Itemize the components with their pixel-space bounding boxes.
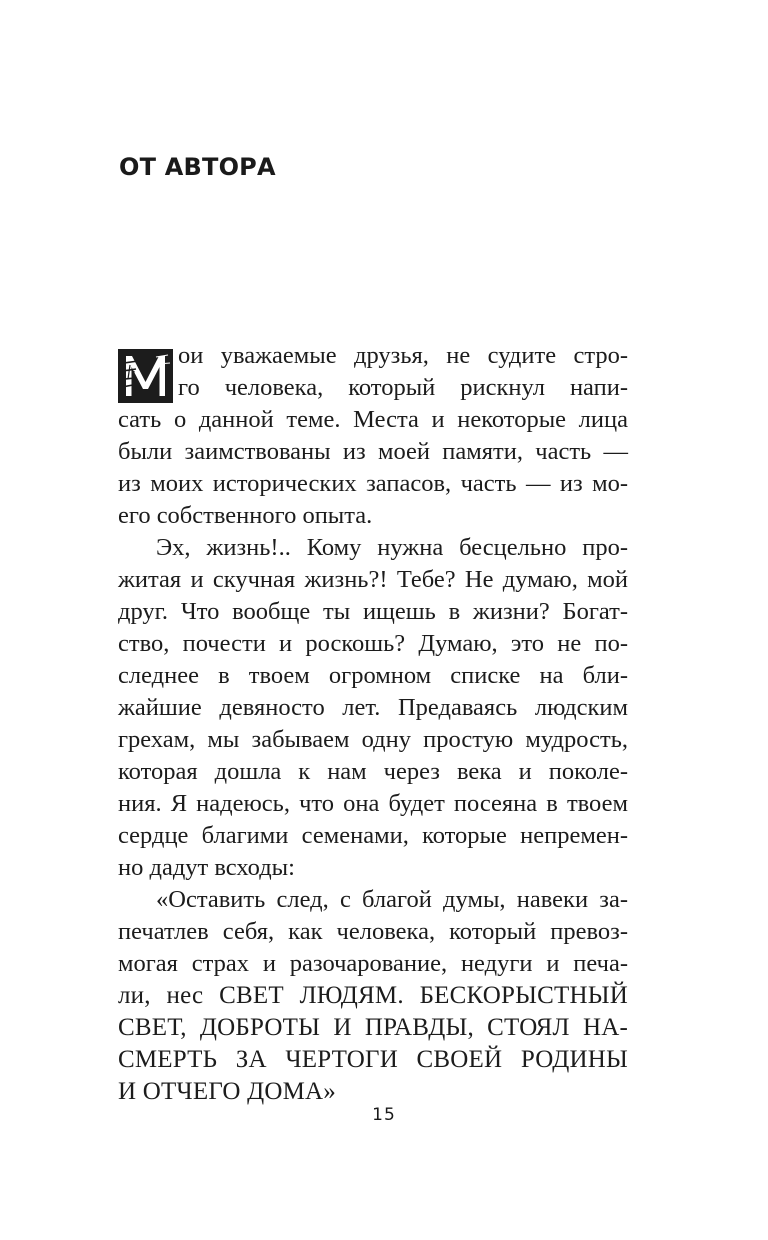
text-line: СМЕРТЬ ЗА ЧЕРТОГИ СВОЕЙ РОДИНЫ bbox=[118, 1046, 628, 1073]
text-line: сердце благими семенами, которые непремен- bbox=[118, 822, 628, 849]
text-line: следнее в твоем огромном списке на бли- bbox=[118, 662, 628, 689]
text-line: которая дошла к нам через века и поколе- bbox=[118, 758, 628, 785]
text-line: но дадут всходы: bbox=[118, 854, 295, 881]
text-line: Эх, жизнь!.. Кому нужна бесцельно про- bbox=[156, 534, 628, 561]
text-line: И ОТЧЕГО ДОМА» bbox=[118, 1078, 336, 1105]
text-line: из моих исторических запасов, часть — из мо- bbox=[118, 470, 628, 497]
text-line: ство, почести и роскошь? Думаю, это не по- bbox=[118, 630, 628, 657]
text-line: жайшие девяносто лет. Предаваясь людским bbox=[118, 694, 628, 721]
text-line: грехам, мы забываем одну простую мудрость, bbox=[118, 726, 628, 753]
text-line: ли, нес СВЕТ ЛЮДЯМ. БЕСКОРЫСТНЫЙ bbox=[118, 982, 628, 1009]
text-line: были заимствованы из моей памяти, часть — bbox=[118, 438, 628, 465]
chapter-title: ОТ АВТОРА bbox=[119, 153, 276, 181]
text-line: го человека, который рискнул напи- bbox=[178, 374, 628, 401]
text-line: житая и скучная жизнь?! Тебе? Не думаю, мой bbox=[118, 566, 628, 593]
text-line: СВЕТ, ДОБРОТЫ И ПРАВДЫ, СТОЯЛ НА- bbox=[118, 1014, 628, 1041]
page-number: 15 bbox=[372, 1105, 396, 1125]
text-line: друг. Что вообще ты ищешь в жизни? Богат- bbox=[118, 598, 628, 625]
text-line: ния. Я надеюсь, что она будет посеяна в твоем bbox=[118, 790, 628, 817]
text-line: печатлев себя, как человека, который превоз- bbox=[118, 918, 628, 945]
text-line: ои уважаемые друзья, не судите стро- bbox=[178, 342, 628, 369]
text-line: сать о данной теме. Места и некоторые лица bbox=[118, 406, 628, 433]
text-line: его собственного опыта. bbox=[118, 502, 373, 529]
text-line: «Оставить след, с благой думы, навеки за- bbox=[156, 886, 628, 913]
text-line: могая страх и разочарование, недуги и печа- bbox=[118, 950, 628, 977]
